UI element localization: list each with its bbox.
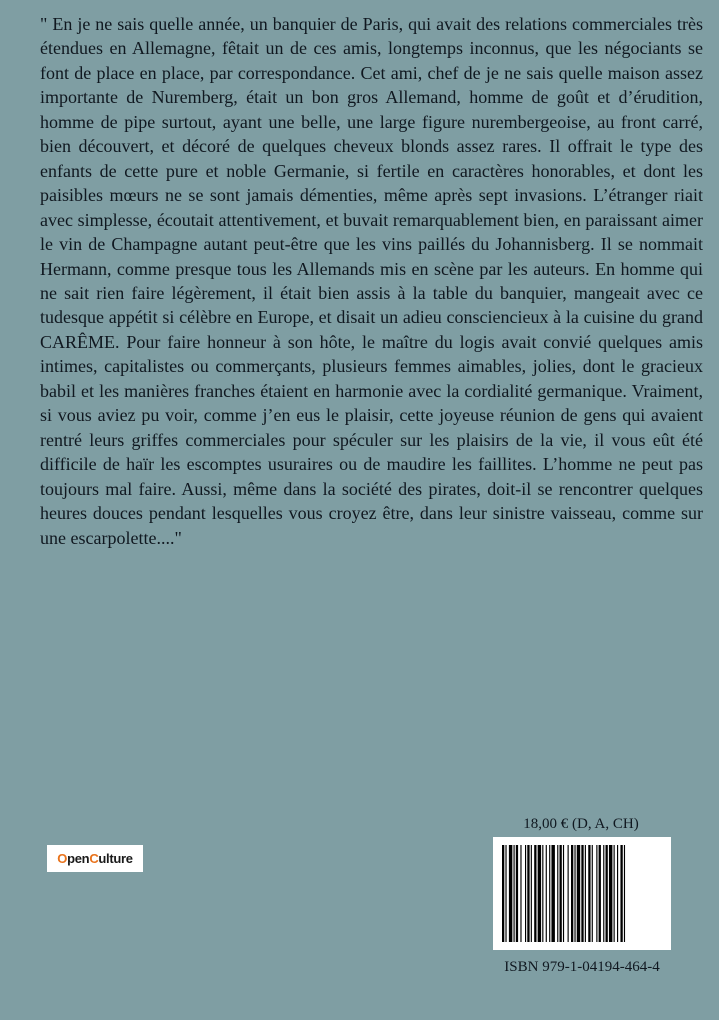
- barcode-bar: [516, 845, 518, 942]
- barcode-bar: [603, 845, 604, 942]
- isbn-label: ISBN 979-1-04194-464-4: [504, 959, 660, 975]
- barcode-bar: [514, 845, 515, 942]
- barcode-bar: [624, 845, 625, 942]
- barcode-bar: [609, 845, 612, 942]
- barcode-bar: [502, 845, 504, 942]
- barcode: [493, 837, 671, 950]
- barcode-graphic: [493, 837, 671, 950]
- barcode-bar: [606, 845, 608, 942]
- barcode-bar: [581, 845, 583, 942]
- barcode-bar: [527, 845, 529, 942]
- barcode-bar: [617, 845, 618, 942]
- barcode-bar: [542, 845, 543, 942]
- barcode-bar: [596, 845, 597, 942]
- barcode-bar: [577, 845, 580, 942]
- barcode-bar: [538, 845, 541, 942]
- barcode-bar: [563, 845, 564, 942]
- barcode-bar: [546, 845, 547, 942]
- barcode-bar: [599, 845, 601, 942]
- price-label: 18,00 € (D, A, CH): [523, 816, 639, 832]
- barcode-bar: [551, 845, 554, 942]
- barcode-bar: [520, 845, 521, 942]
- barcode-bar: [574, 845, 575, 942]
- barcode-bar: [588, 845, 590, 942]
- barcode-bar: [571, 845, 573, 942]
- barcode-bar: [620, 845, 622, 942]
- publisher-logo-culture: Culture: [89, 851, 133, 866]
- publisher-logo-open: Open: [57, 851, 90, 866]
- barcode-bar: [509, 845, 512, 942]
- barcode-bar: [531, 845, 532, 942]
- barcode-bar: [549, 845, 550, 942]
- barcode-bar: [614, 845, 615, 942]
- barcode-bar: [592, 845, 593, 942]
- barcode-bar: [585, 845, 586, 942]
- barcode-bar: [534, 845, 536, 942]
- barcode-bar: [557, 845, 558, 942]
- barcode-bar: [525, 845, 526, 942]
- blurb-text: " En je ne sais quelle année, un banquier de Paris, qui avait des relations commerciales très étendues en Allemagne, fêtait un de ces amis, longtemps inconnus, que les négociants se font de place en place, par correspondance. Cet ami, chef de je ne sais quelle maison assez importante de Nuremberg, était un bon gros Allemand, homme de goût et d’érudition, homme de pipe surtout, ayant une belle, une large figure nurembergeoise, au front carré, bien découvert, et décoré de quelques cheveux blonds assez rares. Il offrait le type des enfants de cette pure et noble Germanie, si fertile en caractères honorables, et dont les paisibles mœurs ne se sont jamais démenties, même après sept invasions. L’étranger riait avec simplesse, écoutait attentivement, et buvait remarquablement bien, en paraissant aimer le vin de Champagne autant peut-être que les vins paillés du Johannisberg. Il se nommait Hermann, comme presque tous les Allemands mis en scène par les auteurs. En homme qui ne sait rien faire légèrement, il était bien assis à la table du banquier, mangeait avec ce tudesque appétit si célèbre en Europe, et disait un adieu consciencieux à la cuisine du grand CARÊME. Pour faire honneur à son hôte, le maître du logis avait convié quelques amis intimes, capitalistes ou commerçants, plusieurs femmes aimables, jolies, dont le gracieux babil et les manières franches étaient en harmonie avec la cordialité germanique. Vraiment, si vous aviez pu voir, comme j’en eus le plaisir, cette joyeuse réunion de gens qui avaient rentré leurs griffes commerciales pour spéculer sur les plaisirs de la vie, il vous eût été difficile de haïr les escomptes usuraires ou de maudire les faillites. L’homme ne peut pas toujours mal faire. Aussi, même dans la société des pirates, doit-il se rencontrer quelques heures douces pendant lesquelles vous croyez être, dans leur sinistre vaisseau, comme sur une escarpolette....": [40, 14, 703, 548]
- publisher-logo: [47, 845, 143, 872]
- barcode-bar: [560, 845, 562, 942]
- barcode-bar: [568, 845, 569, 942]
- barcode-bar: [505, 845, 506, 942]
